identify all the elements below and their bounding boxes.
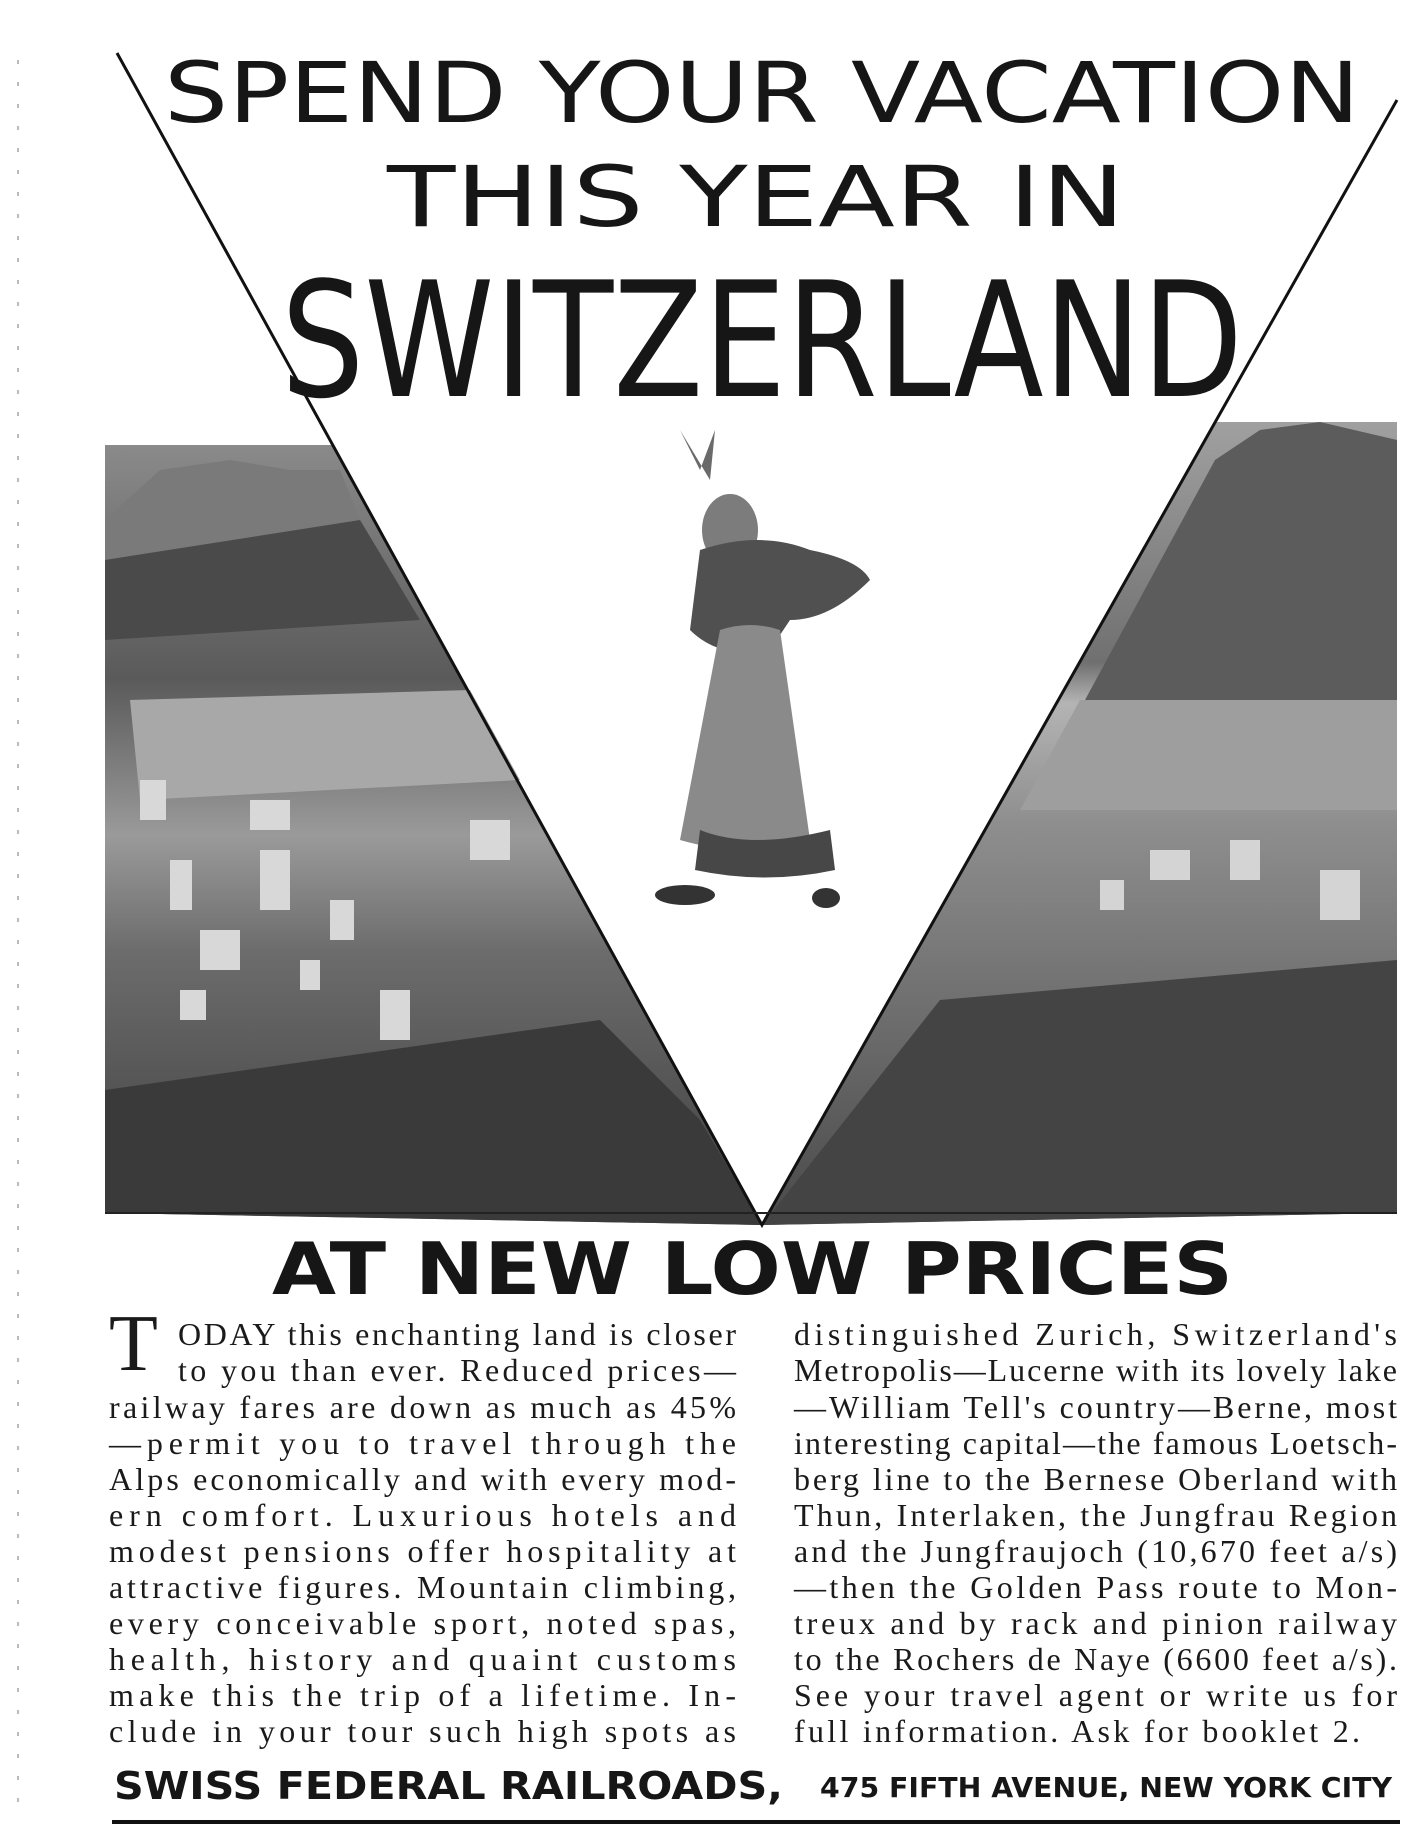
body-right-column	[793, 1316, 1397, 1749]
body-line: full information. Ask for booklet 2.	[794, 1713, 1360, 1749]
body-line: to you than ever. Reduced prices—	[178, 1352, 736, 1388]
body-line: Metropolis—Lucerne with its lovely lake	[794, 1352, 1397, 1388]
drop-cap: T	[109, 1300, 158, 1388]
body-line: —then the Golden Pass route to Mon-	[794, 1569, 1397, 1605]
body-line: distinguished Zurich, Switzerland's	[794, 1316, 1397, 1352]
left-landscape-photo	[105, 445, 762, 1225]
body-line: make this the trip of a lifetime. In-	[109, 1677, 737, 1713]
body-line: to the Rochers de Naye (6600 feet a/s).	[794, 1641, 1397, 1677]
body-line: interesting capital—the famous Loetsch-	[794, 1425, 1397, 1461]
swiss-woman-figure	[655, 430, 870, 908]
body-line: and the Jungfraujoch (10,670 feet a/s)	[794, 1533, 1397, 1569]
body-line: railway fares are down as much as 45%	[109, 1389, 736, 1425]
body-left-column	[108, 1300, 737, 1749]
footer-address: 475 FIFTH AVENUE, NEW YORK CITY	[820, 1771, 1393, 1804]
body-line: clude in your tour such high spots as	[109, 1713, 736, 1749]
subheadline: AT NEW LOW PRICES	[272, 1227, 1233, 1311]
body-line: attractive figures. Mountain climbing,	[109, 1569, 736, 1605]
footer-company: SWISS FEDERAL RAILROADS,	[114, 1764, 784, 1808]
body-line: Alps economically and with every mod-	[109, 1461, 736, 1497]
body-line: ODAY this enchanting land is closer	[178, 1316, 736, 1352]
body-line: Thun, Interlaken, the Jungfrau Region	[794, 1497, 1397, 1533]
body-line: —William Tell's country—Berne, most	[794, 1389, 1397, 1425]
body-line: See your travel agent or write us for	[794, 1677, 1397, 1713]
headline-line-1: SPEND YOUR VACATION	[164, 44, 1360, 142]
right-landscape-photo	[762, 422, 1397, 1225]
body-line: treux and by rack and pinion railway	[794, 1605, 1397, 1641]
body-line: health, history and quaint customs	[109, 1641, 736, 1677]
body-line: —permit you to travel through the	[109, 1425, 736, 1461]
body-line: berg line to the Bernese Oberland with	[794, 1461, 1397, 1497]
body-line: modest pensions offer hospitality at	[109, 1533, 736, 1569]
headline-switzerland: SWITZERLAND	[281, 247, 1243, 434]
body-line: ern comfort. Luxurious hotels and	[109, 1497, 736, 1533]
body-line: every conceivable sport, noted spas,	[109, 1605, 736, 1641]
headline-line-2: THIS YEAR IN	[385, 148, 1126, 246]
